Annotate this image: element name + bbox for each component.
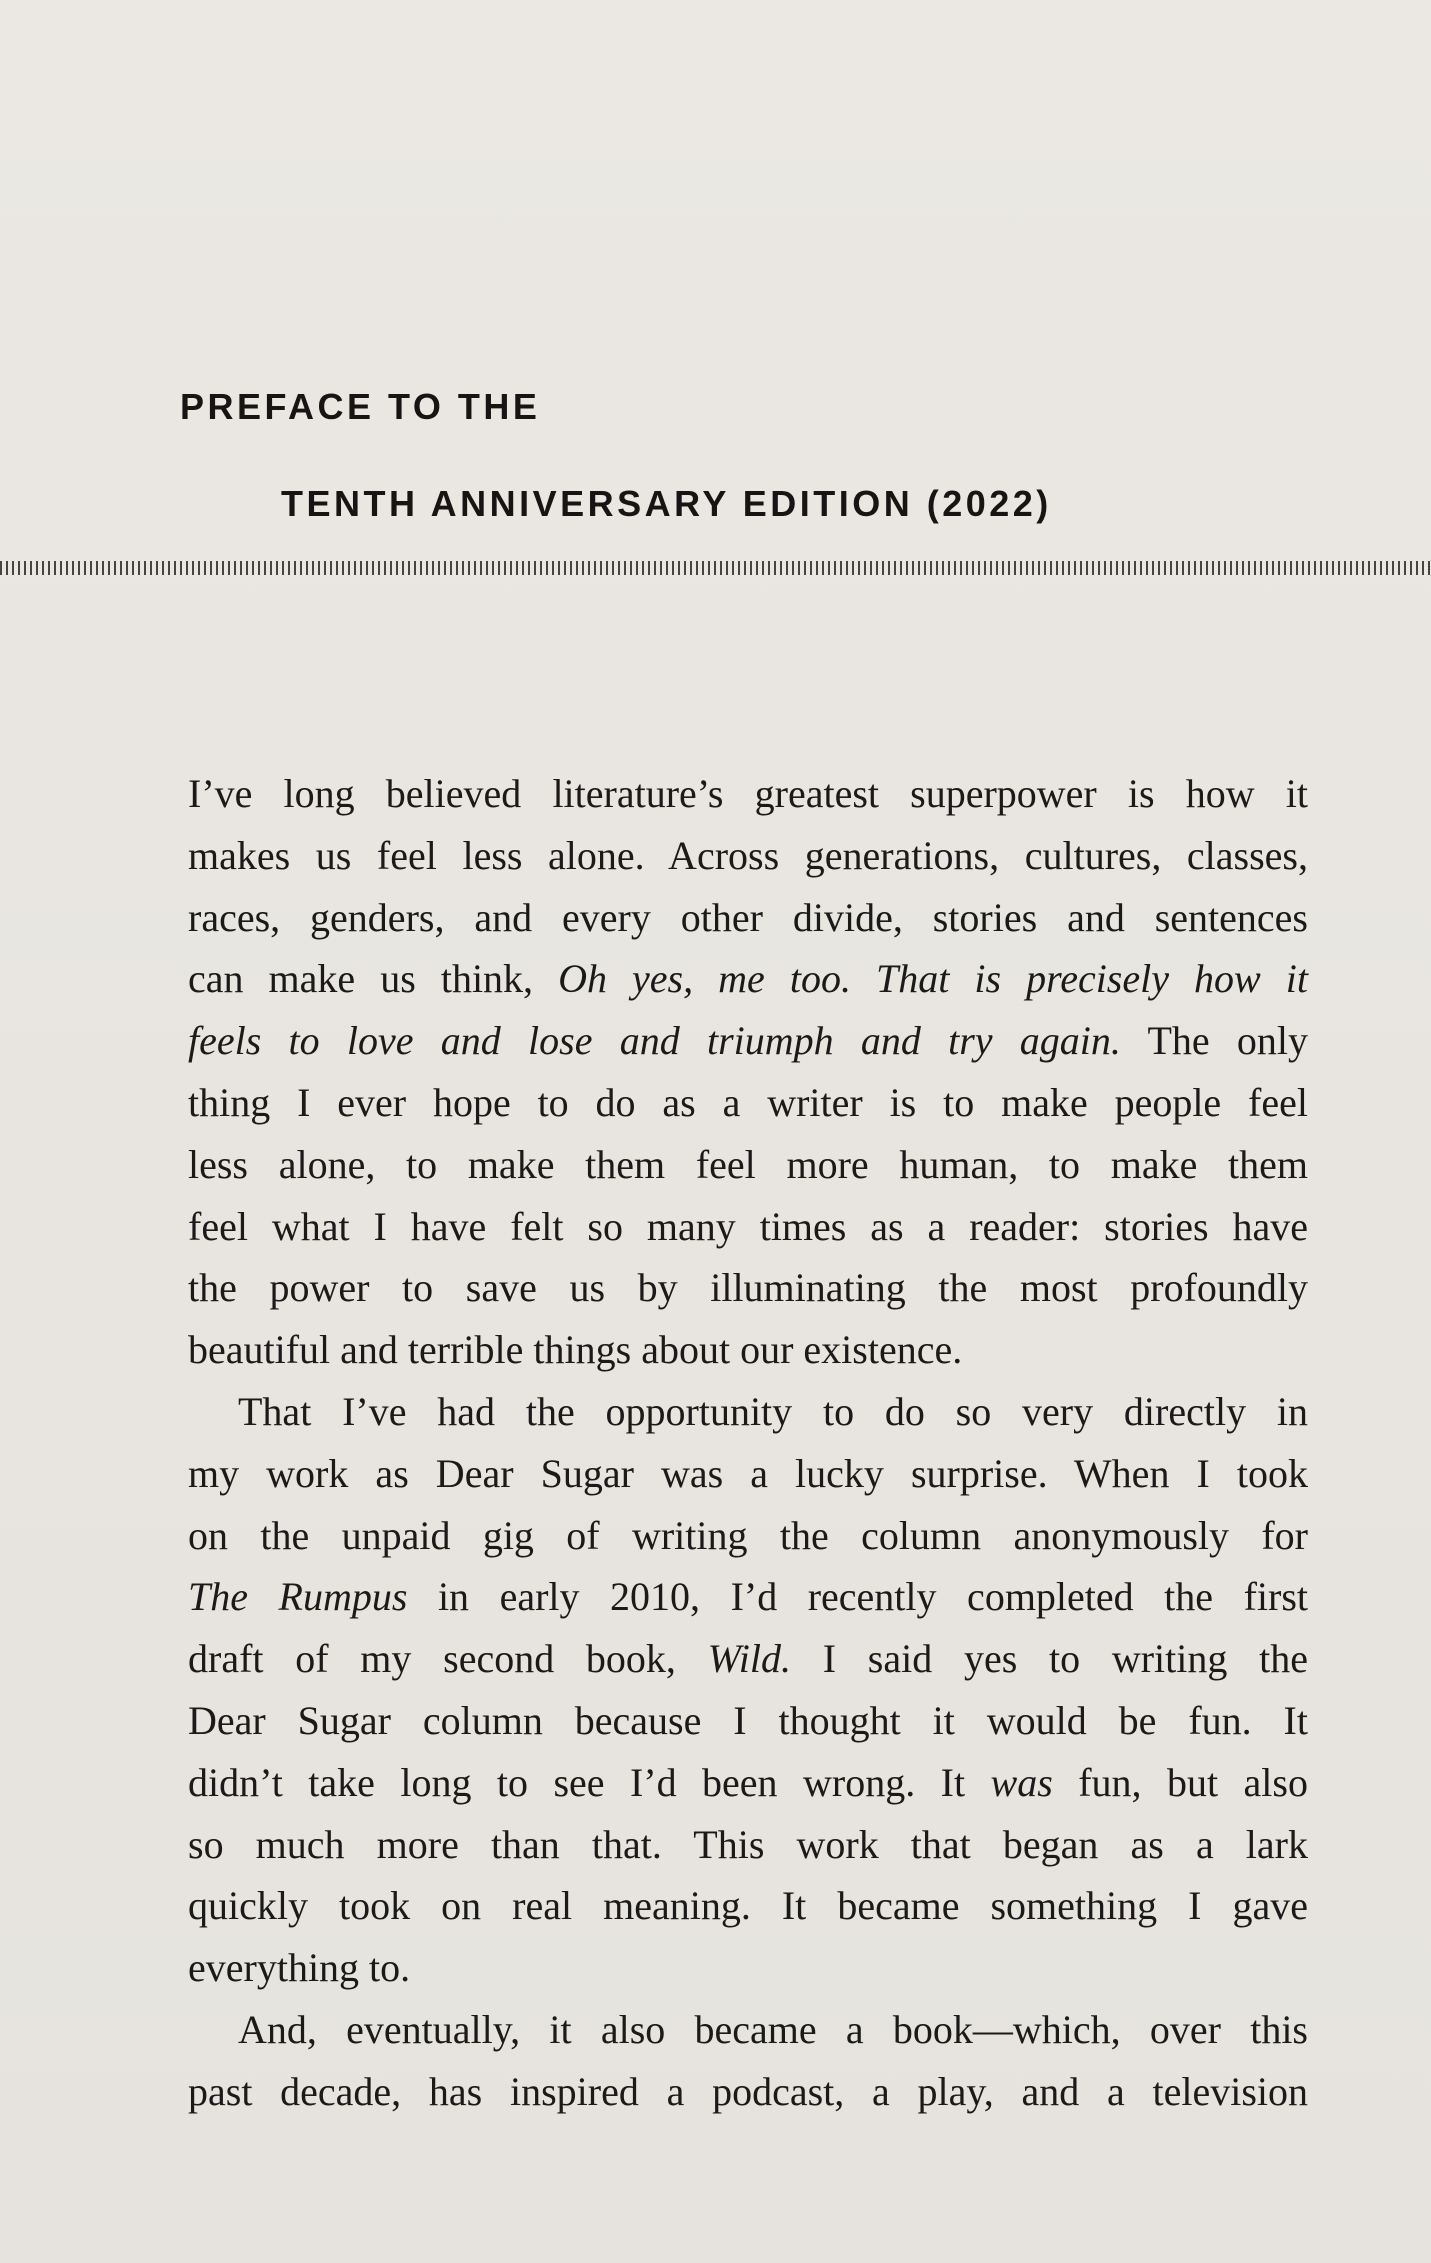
text-segment: quickly took on real meaning. It became something I gave [188, 1883, 1308, 1929]
text-segment: in early 2010, I’d recently completed the first [407, 1574, 1309, 1620]
text-segment: Dear Sugar column because I thought it would be fun. It [188, 1697, 1308, 1743]
italic-text: The Rumpus [188, 1574, 408, 1620]
text-line [188, 1010, 1308, 1072]
text-line [188, 1814, 1308, 1876]
preface-title-line-2: TENTH ANNIVERSARY EDITION (2022) [281, 483, 1052, 524]
text-line [188, 887, 1308, 949]
text-segment: past decade, has inspired a podcast, a play, and a television [188, 2068, 1308, 2114]
text-line [188, 1196, 1308, 1258]
text-line [188, 825, 1308, 887]
text-line [188, 1566, 1308, 1628]
text-line [188, 1752, 1308, 1814]
text-segment: fun, but also [1052, 1759, 1308, 1805]
text-line [188, 1690, 1308, 1752]
text-segment: can make us think, [188, 956, 559, 1002]
text-segment: And, eventually, it also became a book—which, over this [238, 2006, 1308, 2052]
text-segment: everything to. [188, 1945, 411, 1991]
text-segment: didn’t take long to see I’d been wrong. It [188, 1759, 991, 1805]
text-segment: races, genders, and every other divide, stories and sentences [188, 894, 1308, 940]
text-segment: That I’ve had the opportunity to do so very directly in [238, 1388, 1308, 1434]
text-line [188, 1134, 1308, 1196]
text-segment: so much more than that. This work that began as a lark [188, 1821, 1308, 1867]
italic-text: feels to love and lose and triumph and try again. [188, 1018, 1121, 1064]
text-segment: on the unpaid gig of writing the column anonymously for [188, 1512, 1308, 1558]
text-segment: draft of my second book, [188, 1636, 708, 1682]
text-segment: thing I ever hope to do as a writer is to make people feel [188, 1079, 1308, 1125]
text-segment: the power to save us by illuminating the most profoundly [188, 1265, 1308, 1311]
text-segment: I said yes to writing the [791, 1636, 1308, 1682]
italic-text: was [990, 1759, 1053, 1805]
text-segment: The only [1120, 1018, 1308, 1064]
text-segment: less alone, to make them feel more human, to make them [188, 1141, 1308, 1187]
text-line [188, 1381, 1308, 1443]
italic-text: Wild. [707, 1636, 792, 1682]
paragraph [188, 763, 1308, 1381]
text-segment: beautiful and terrible things about our existence. [188, 1327, 963, 1373]
text-line [188, 1505, 1308, 1567]
text-segment: my work as Dear Sugar was a lucky surprise. When I took [188, 1450, 1308, 1496]
text-line [188, 1072, 1308, 1134]
text-segment: feel what I have felt so many times as a reader: stories have [188, 1203, 1308, 1249]
text-line [188, 1319, 1308, 1381]
text-line [188, 1875, 1308, 1937]
text-line [188, 763, 1308, 825]
text-segment: I’ve long believed literature’s greatest superpower is how it [188, 771, 1308, 816]
text-line [188, 948, 1308, 1010]
text-line [188, 1937, 1308, 1999]
preface-body-text [188, 763, 1308, 2123]
text-line [188, 1443, 1308, 1505]
text-line [188, 1628, 1308, 1690]
decorative-hatched-rule [0, 561, 1431, 575]
preface-title-line-1: PREFACE TO THE [180, 386, 541, 427]
text-line [188, 1999, 1308, 2061]
text-line [188, 2061, 1308, 2123]
italic-text: Oh yes, me too. That is precisely how it [558, 956, 1308, 1002]
text-segment: makes us feel less alone. Across generations, cultures, classes, [188, 832, 1308, 878]
paragraph [188, 1381, 1308, 1999]
paragraph [188, 1999, 1308, 2123]
text-line [188, 1257, 1308, 1319]
